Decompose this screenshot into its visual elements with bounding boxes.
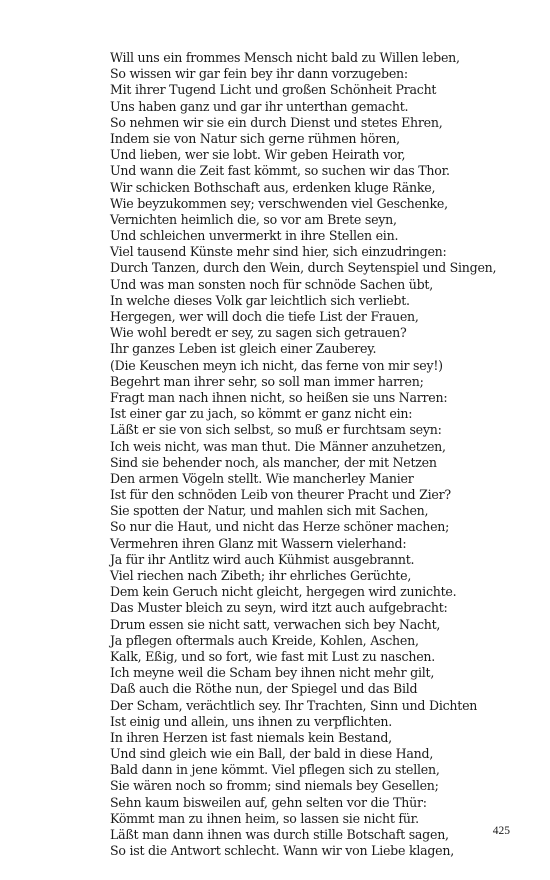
poem-line: Sie wären noch so fromm; sind niemals bey Gesellen; (110, 778, 439, 794)
poem-line: Ich weis nicht, was man thut. Die Männer anzuhetzen, (110, 438, 446, 454)
poem-line: Den armen Vögeln stellt. Wie mancherley Manier (110, 470, 414, 486)
page-number: 425 (492, 825, 510, 837)
poem-line: So ist die Antwort schlecht. Wann wir von Liebe klagen, (110, 843, 454, 859)
poem-line: Drum essen sie nicht satt, verwachen sich bey Nacht, (110, 616, 441, 632)
poem-line: Viel riechen nach Zibeth; ihr ehrliches Gerüchte, (110, 568, 412, 583)
poem-line: Sie spotten der Natur, und mahlen sich mit Sachen, (110, 503, 429, 519)
poem-line: Indem sie von Natur sich gerne rühmen hören, (110, 130, 400, 146)
poem-line: So nehmen wir sie ein durch Dienst und stetes Ehren, (110, 114, 443, 130)
poem-line: Ist für den schnöden Leib von theurer Pracht und Zier? (110, 487, 451, 503)
poem-line: Und sind gleich wie ein Ball, der bald in diese Hand, (110, 746, 434, 762)
poem-line: Wir schicken Bothschaft aus, erdenken kluge Ränke, (110, 179, 436, 195)
poem-line: Ja pflegen oftermals auch Kreide, Kohlen, Aschen, (110, 632, 419, 648)
poem-line: Der Scham, verächtlich sey. Ihr Trachten, Sinn und Dichten (110, 697, 478, 713)
poem-line: Dem kein Geruch nicht gleicht, hergegen wird zunichte. (110, 584, 457, 600)
poem-line: Viel tausend Künste mehr sind hier, sich einzudringen: (110, 244, 447, 260)
poem-line: Wie beyzukommen sey; verschwenden viel Geschenke, (110, 195, 448, 211)
poem-line: Und lieben, wer sie lobt. Wir geben Heirath vor, (110, 147, 406, 163)
poem-line: Und wann die Zeit fast kömmt, so suchen wir das Thor. (110, 163, 450, 179)
poem-line: Und was man sonsten noch für schnöde Sachen übt, (110, 276, 433, 292)
poem-line: Und schleichen unvermerkt in ihre Stellen ein. (110, 228, 399, 244)
poem-line: Fragt man nach ihnen nicht, so heißen sie uns Narren: (110, 389, 448, 405)
poem-line: Kalk, Eßig, und so fort, wie fast mit Lust zu naschen. (110, 648, 436, 664)
poem-line: So wissen wir gar fein bey ihr dann vorzugeben: (110, 66, 408, 82)
poem-line: Ja für ihr Antlitz wird auch Kühmist ausgebrannt. (110, 551, 415, 567)
poem-line: Kömmt man zu ihnen heim, so lassen sie nicht für. (110, 810, 419, 826)
poem-line: Uns haben ganz und gar ihr unterthan gemacht. (110, 98, 409, 114)
poem-line: Läßt er sie von sich selbst, so muß er furchtsam seyn: (110, 422, 442, 438)
poem-line: Mit ihrer Tugend Licht und großen Schönheit Pracht (110, 82, 437, 98)
poem-line: Durch Tanzen, durch den Wein, durch Seytenspiel und Singen, (110, 260, 497, 276)
poem-line: Läßt man dann ihnen was durch stille Botschaft sagen, (110, 827, 449, 842)
poem-text (110, 50, 510, 859)
poem-line: Ist einig und allein, uns ihnen zu verpflichten. (110, 713, 393, 729)
poem-line: Ihr ganzes Leben ist gleich einer Zauberey. (110, 341, 377, 357)
poem-line: Bald dann in jene kömmt. Viel pflegen sich zu stellen, (110, 762, 440, 778)
poem-line: (Die Keuschen meyn ich nicht, das ferne von mir sey!) (110, 357, 443, 373)
poem-line: So nur die Haut, und nicht das Herze schöner machen; (110, 519, 450, 535)
poem-line: Das Muster bleich zu seyn, wird itzt auch aufgebracht: (110, 600, 448, 616)
poem-line: Begehrt man ihrer sehr, so soll man immer harren; (110, 373, 424, 389)
poem-line: Daß auch die Röthe nun, der Spiegel und das Bild (110, 681, 418, 697)
poem-line: Hergegen, wer will doch die tiefe List der Frauen, (110, 309, 419, 324)
poem-line: In welche dieses Volk gar leichtlich sich verliebt. (110, 292, 410, 308)
poem-line: Ich meyne weil die Scham bey ihnen nicht mehr gilt, (110, 665, 435, 681)
poem-line: Sind sie behender noch, als mancher, der mit Netzen (110, 454, 437, 470)
poem-line: Will uns ein frommes Mensch nicht bald zu Willen leben, (110, 50, 460, 65)
poem-line: Wie wohl beredt er sey, zu sagen sich getrauen? (110, 325, 407, 341)
poem-line: Vernichten heimlich die, so vor am Brete seyn, (110, 211, 397, 227)
poem-line: Sehn kaum bisweilen auf, gehn selten vor die Thür: (110, 794, 427, 810)
poem-line: Vermehren ihren Glanz mit Wassern vielerhand: (110, 535, 407, 551)
poem-line: In ihren Herzen ist fast niemals kein Bestand, (110, 729, 392, 745)
poem-line: Ist einer gar zu jach, so kömmt er ganz nicht ein: (110, 406, 413, 422)
